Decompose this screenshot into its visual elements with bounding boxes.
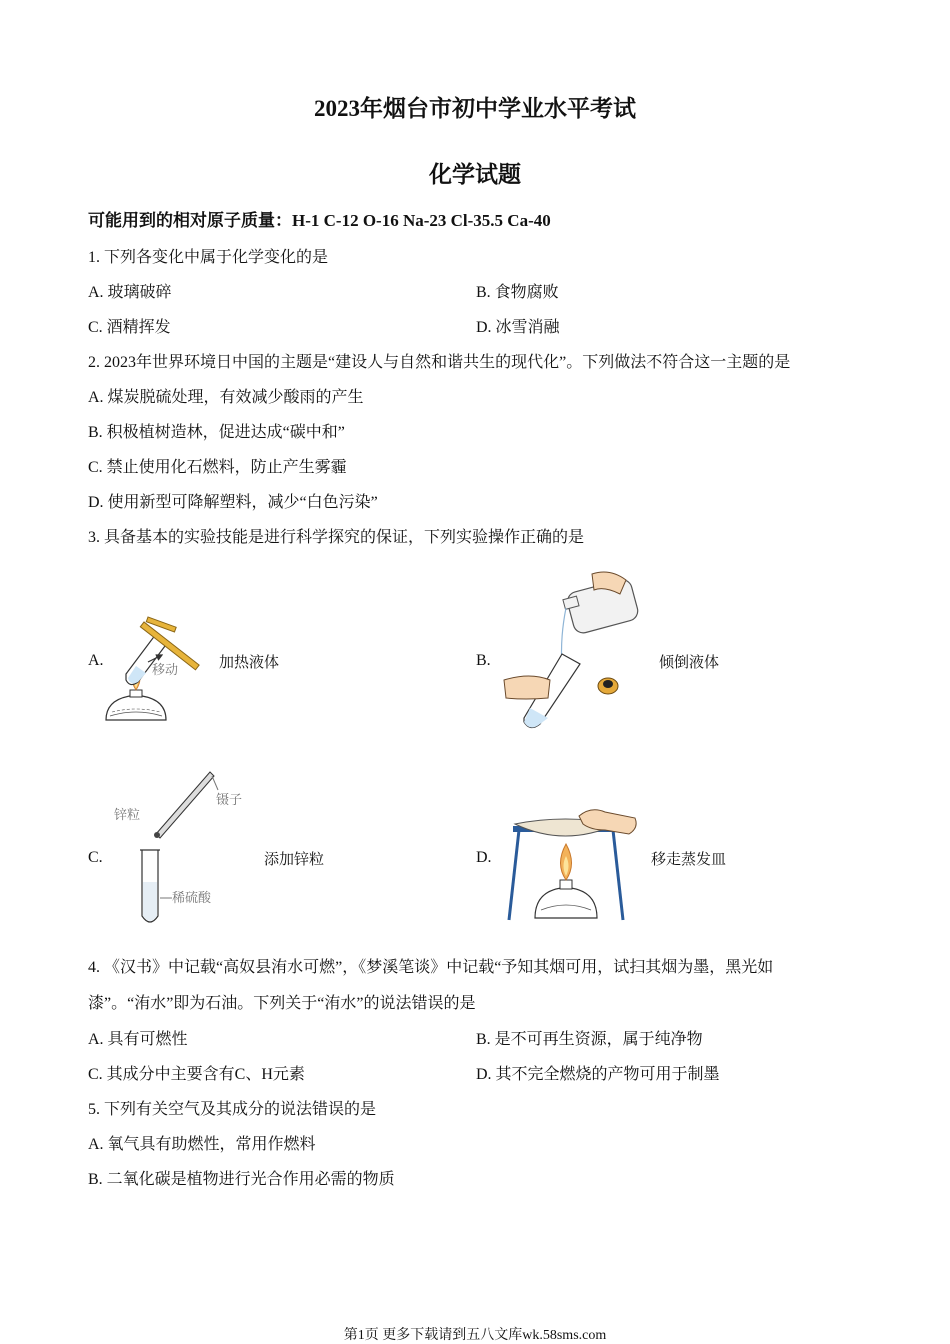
q3-stem: 3. 具备基本的实验技能是进行科学探究的保证，下列实验操作正确的是	[88, 529, 585, 546]
q5-stem: 5. 下列有关空气及其成分的说法错误的是	[88, 1101, 377, 1118]
q5-option-a[interactable]: A. 氧气具有助燃性，常用作燃料	[88, 1136, 316, 1153]
q3-option-a-letter[interactable]: A.	[88, 652, 104, 669]
move-label: 移动	[152, 663, 179, 678]
q3-option-c-letter[interactable]: C.	[88, 849, 103, 866]
q3-option-c-caption: 添加锌粒	[264, 852, 325, 868]
q2-stem: 2. 2023年世界环境日中国的主题是“建设人与自然和谐共生的现代化”。下列做法不符合这一主题的是	[88, 354, 791, 371]
q4-stem-line2: 漆”。“洧水”即为石油。下列关于“洧水”的说法错误的是	[88, 995, 476, 1012]
q3-option-d-caption: 移走蒸发皿	[651, 852, 727, 868]
heating-liquid-figure	[100, 612, 215, 732]
tweezers-label: 镊子	[216, 793, 243, 808]
q2-option-d[interactable]: D. 使用新型可降解塑料，减少“白色污染”	[88, 494, 378, 511]
q1-option-d[interactable]: D. 冰雪消融	[476, 319, 560, 336]
tube-in-hand-icon	[504, 654, 580, 728]
acid-label: 稀硫酸	[172, 891, 212, 906]
page-footer: 第1页 更多下载请到五八文库wk.58sms.com	[343, 1328, 607, 1343]
q3-option-a-caption: 加热液体	[219, 655, 280, 671]
q5-option-b[interactable]: B. 二氧化碳是植物进行光合作用必需的物质	[88, 1171, 395, 1188]
q2-option-c[interactable]: C. 禁止使用化石燃料，防止产生雾霾	[88, 459, 347, 476]
q4-option-d[interactable]: D. 其不完全燃烧的产物可用于制墨	[476, 1066, 720, 1083]
q1-stem: 1. 下列各变化中属于化学变化的是	[88, 249, 329, 266]
tweezers-icon	[156, 772, 214, 838]
pouring-liquid-figure	[500, 568, 650, 733]
alcohol-lamp-icon	[535, 844, 597, 918]
atomic-mass-note: 可能用到的相对原子质量：H-1 C-12 O-16 Na-23 Cl-35.5 Ca-40	[88, 211, 551, 230]
q1-option-c[interactable]: C. 酒精挥发	[88, 319, 171, 336]
q1-option-b[interactable]: B. 食物腐败	[476, 284, 559, 301]
bottle-stopper-icon	[598, 678, 618, 694]
q2-option-a[interactable]: A. 煤炭脱硫处理，有效减少酸雨的产生	[88, 389, 364, 406]
q4-option-c[interactable]: C. 其成分中主要含有C、H元素	[88, 1066, 305, 1083]
q1-option-a[interactable]: A. 玻璃破碎	[88, 284, 172, 301]
zinc-label: 锌粒	[114, 808, 141, 823]
test-tube-icon	[140, 850, 160, 922]
q3-option-b-letter[interactable]: B.	[476, 652, 491, 669]
q4-option-a[interactable]: A. 具有可燃性	[88, 1031, 188, 1048]
zinc-granule-icon	[154, 832, 160, 838]
adding-zinc-figure	[110, 764, 255, 926]
q3-option-d-letter[interactable]: D.	[476, 849, 492, 866]
q4-stem-line1: 4. 《汉书》中记载“高奴县洧水可燃”，《梦溪笔谈》中记载“予知其烟可用，试扫其烟为墨，黑光如	[88, 959, 774, 976]
evaporating-dish-figure	[505, 796, 645, 924]
exam-title: 2023年烟台市初中学业水平考试	[314, 96, 636, 121]
exam-subtitle: 化学试题	[429, 162, 521, 187]
q2-option-b[interactable]: B. 积极植树造林，促进达成“碳中和”	[88, 424, 345, 441]
q3-option-b-caption: 倾倒液体	[659, 655, 720, 671]
q4-option-b[interactable]: B. 是不可再生资源，属于纯净物	[476, 1031, 703, 1048]
